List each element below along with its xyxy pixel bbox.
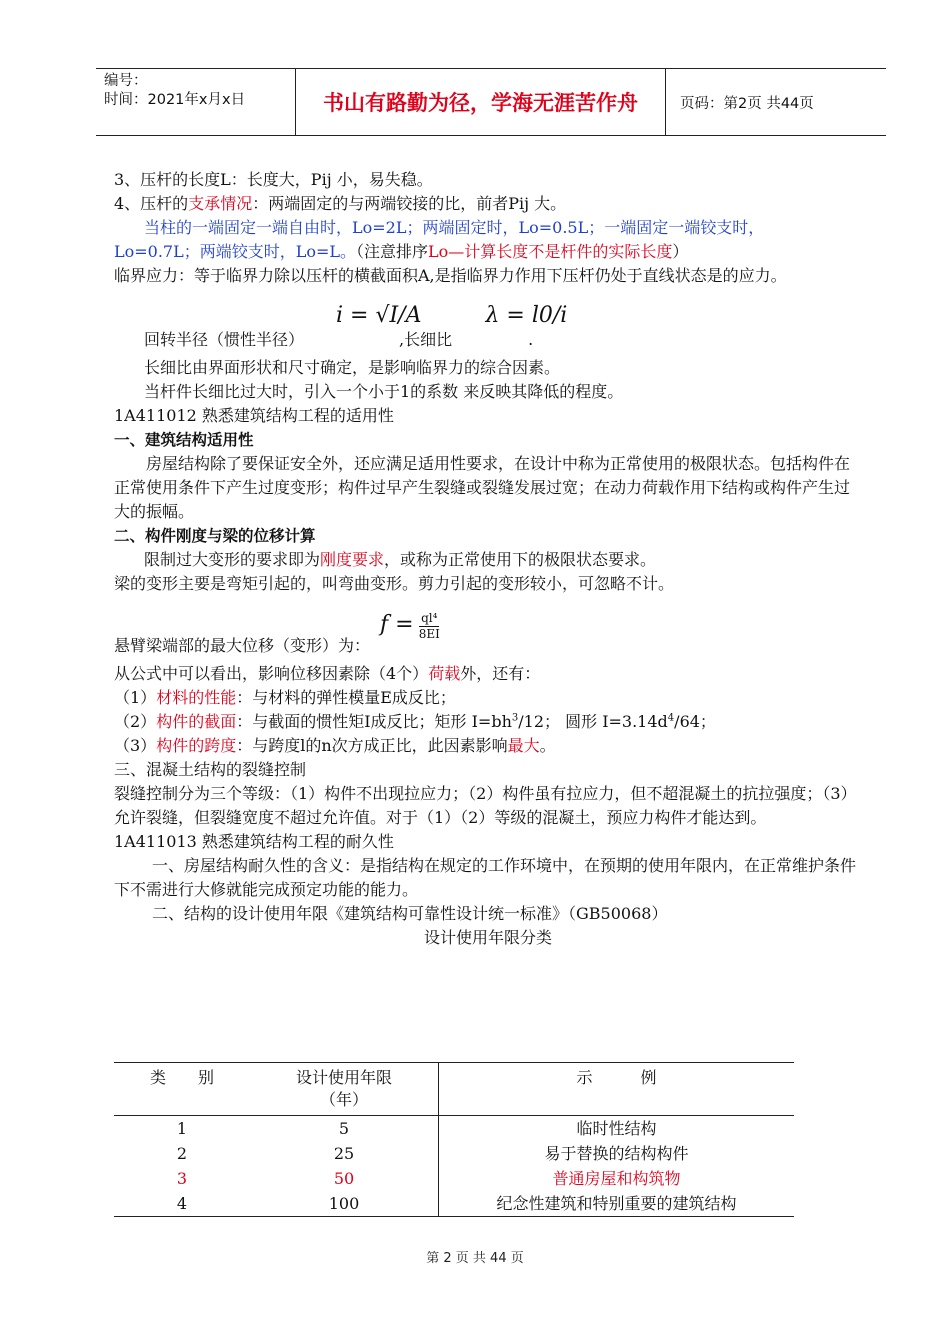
table-header: 类 别 <box>114 1063 250 1116</box>
paragraph: 一、房屋结构耐久性的含义：是指结构在规定的工作环境中，在预期的使用年限内，在正常维护条件下不需进行大修就能完成预定功能的能力。 <box>114 856 857 899</box>
section-title: 1A411012 熟悉建筑结构工程的适用性 <box>114 406 394 425</box>
document-body <box>114 168 862 950</box>
page-footer: 第 2 页 共 44 页 <box>426 1251 524 1266</box>
doc-code-label: 编号： <box>104 73 148 89</box>
table-row: 3 50 普通房屋和构筑物 <box>114 1166 794 1191</box>
highlight-text: 刚度要求 <box>320 550 385 569</box>
table-header: 示 例 <box>439 1063 795 1116</box>
paragraph: 临界应力：等于临界力除以压杆的横截面积A,是指临界力作用下压杆仍处于直线状态是的应力。 <box>114 266 787 285</box>
highlight-text: 最大 <box>507 736 540 755</box>
paragraph: 长细比由界面形状和尺寸确定，是影响临界力的综合因素。 <box>144 358 561 377</box>
highlight-text: Lo—计算长度 <box>428 242 529 261</box>
paragraph: 二、结构的设计使用年限《建筑结构可靠性设计统一标准》（GB50068） <box>152 904 668 923</box>
highlight-text: 荷载 <box>428 664 461 683</box>
header-motto: 书山有路勤为径，学海无涯苦作舟 <box>296 69 666 135</box>
table-row: 1 5 临时性结构 <box>114 1116 794 1142</box>
table-caption: 设计使用年限分类 <box>423 928 552 947</box>
table-row: 2 25 易于替换的结构构件 <box>114 1141 794 1166</box>
formula-deflection: f = $\frac{\text{ql⁴}}{8EI}$ <box>380 611 440 641</box>
paragraph: 从公式中可以看出，影响位移因素除（4个）荷载外，还有： <box>114 664 541 683</box>
paragraph: （1）材料的性能：与材料的弹性模量E成反比； <box>114 688 456 707</box>
heading: 二、构件刚度与梁的位移计算 <box>114 527 316 545</box>
highlight-text: 构件的截面 <box>156 712 237 731</box>
highlight-text: 不是杆件的实际长度 <box>528 242 673 261</box>
table-header-row <box>114 1063 794 1116</box>
paragraph: 3、压杆的长度L：长度大，Pij 小，易失稳。 <box>114 170 433 189</box>
table-header: 设计使用年限（年） <box>250 1063 439 1116</box>
table-row: 4 100 纪念性建筑和特别重要的建筑结构 <box>114 1191 794 1217</box>
paragraph: 回转半径（惯性半径） ,长细比 . <box>144 330 534 349</box>
heading: 一、建筑结构适用性 <box>114 431 254 449</box>
formula-slenderness: λ = l0/i <box>485 303 568 328</box>
header-page-info: 页码：第2页 共44页 <box>680 95 814 112</box>
highlight-text: 材料的性能 <box>156 688 237 707</box>
paragraph: 悬臂梁端部的最大位移（变形）为： f = $\frac{\text{ql⁴}}{8EI}$ <box>114 611 440 655</box>
paragraph: 当柱的一端固定一端自由时，Lo=2L；两端固定时，Lo=0.5L；一端固定一端铰支时， <box>144 218 765 237</box>
paragraph: 当杆件长细比过大时，引入一个小于1的系数 来反映其降低的程度。 <box>144 382 624 401</box>
paragraph: （2）构件的截面：与截面的惯性矩I成反比；矩形 $I=bh^3/12$； 圆形 $I=3.14d^4/64$； <box>114 712 716 731</box>
highlight-text: 支承情况 <box>188 194 253 213</box>
paragraph: 限制过大变形的要求即为刚度要求，或称为正常使用下的极限状态要求。 <box>144 550 657 569</box>
paragraph: 4、压杆的支承情况：两端固定的与两端铰接的比，前者Pij 大。 <box>114 194 567 213</box>
formula-row <box>114 288 862 328</box>
header-meta <box>96 69 296 135</box>
heading: 三、混凝土结构的裂缝控制 <box>114 760 307 779</box>
paragraph: Lo=0.7L；两端铰支时，Lo=L。（注意排序Lo—计算长度不是杆件的实际长度） <box>114 242 689 261</box>
page-header <box>96 68 886 136</box>
formula-radius-of-gyration: i = √I/A <box>336 303 422 328</box>
paragraph: （3）构件的跨度：与跨度l的n次方成正比，此因素影响最大。 <box>114 736 556 755</box>
doc-time-label: 时间：2021年x月x日 <box>104 92 246 108</box>
highlight-text: 构件的跨度 <box>156 736 237 755</box>
paragraph: 房屋结构除了要保证安全外，还应满足适用性要求，在设计中称为正常使用的极限状态。包括构件在正常使用条件下产生过度变形；构件过早产生裂缝或裂缝发展过宽；在动力荷载作用下结构或构件产生过大的振幅。 <box>114 454 851 521</box>
service-life-table <box>114 1062 794 1217</box>
section-title: 1A411013 熟悉建筑结构工程的耐久性 <box>114 832 394 851</box>
paragraph: 裂缝控制分为三个等级：（1）构件不出现拉应力；（2）构件虽有拉应力，但不超混凝土的抗拉强度；（3）允许裂缝，但裂缝宽度不超过允许值。对于（1）（2）等级的混凝土，预应力构件才能达到。 <box>114 784 857 827</box>
paragraph: 梁的变形主要是弯矩引起的，叫弯曲变形。剪力引起的变形较小，可忽略不计。 <box>114 574 675 593</box>
